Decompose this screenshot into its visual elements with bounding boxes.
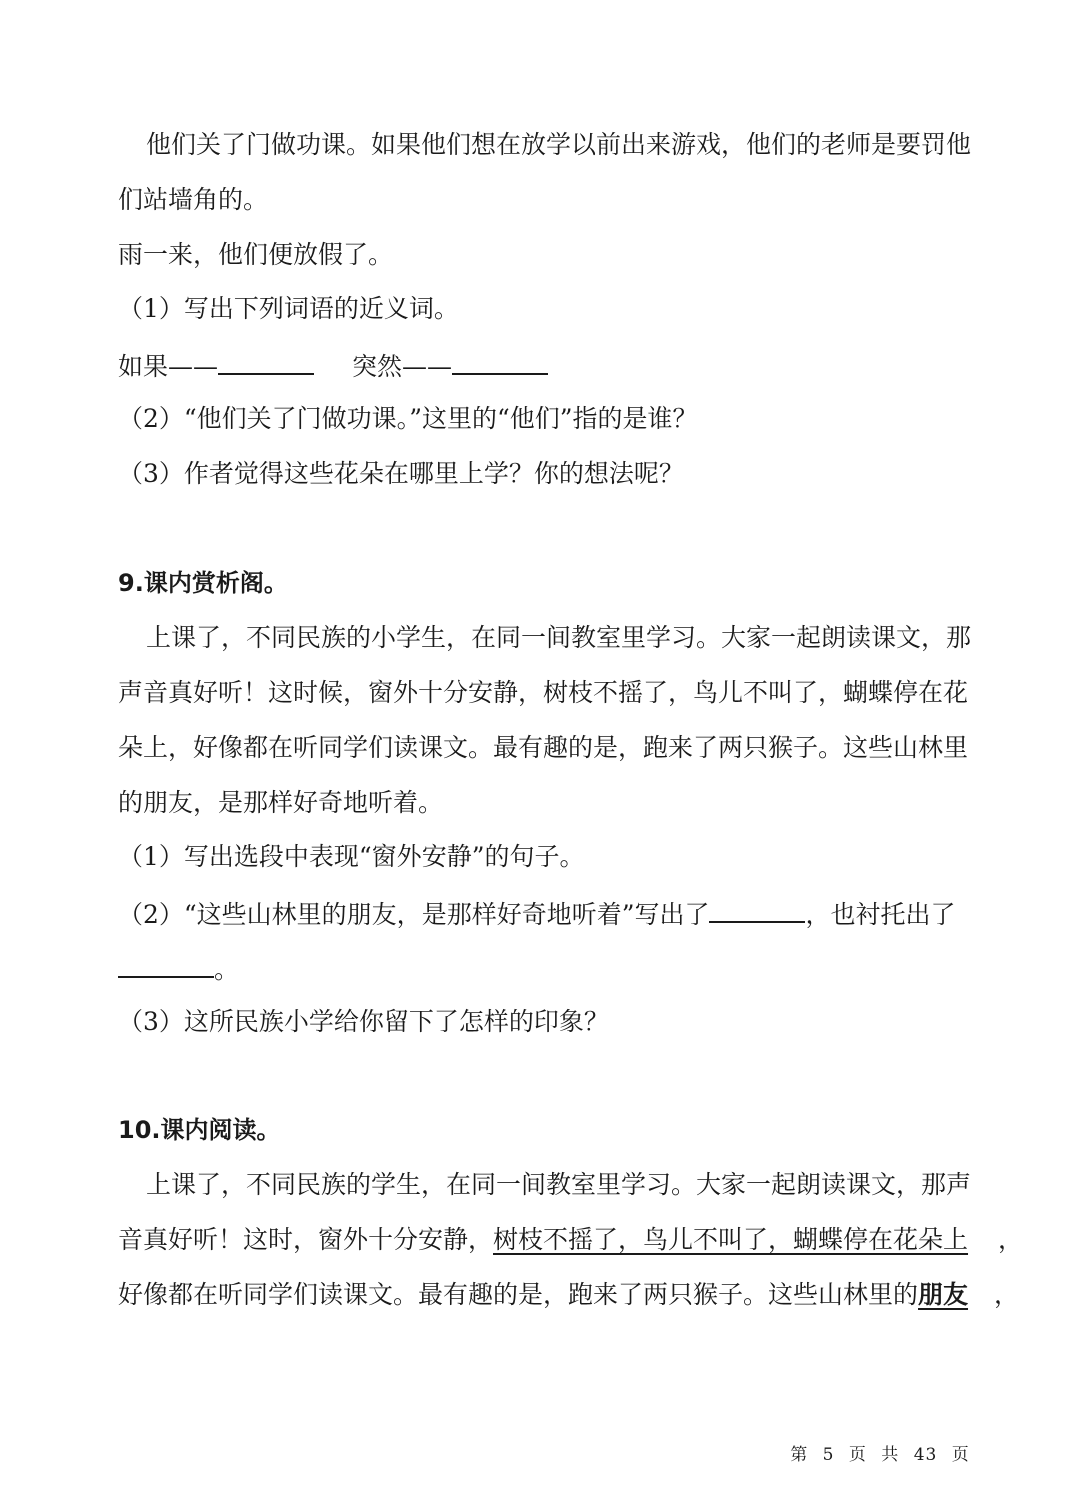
underlined-word: 朋友: [918, 1280, 969, 1309]
question-3: （3）作者觉得这些花朵在哪里上学？你的想法呢？: [118, 459, 684, 488]
passage-text: ，: [998, 1225, 1024, 1254]
page-footer: [0, 1440, 1080, 1465]
passage-text: 好像都在听同学们读课文。最有趣的是，跑来了两只猴子。这些山林里的: [118, 1280, 919, 1309]
passage-line: [118, 1278, 1020, 1312]
word-b: 突然——: [352, 352, 453, 381]
question-text: （2）“这些山林里的朋友，是那样好奇地听着”写出了: [118, 900, 710, 929]
passage-line: 朵上，好像都在听同学们读课文。最有趣的是，跑来了两只猴子。这些山林里: [118, 733, 969, 762]
total-pages: 43: [913, 1445, 938, 1465]
passage-line: 声音真好听！这时候，窗外十分安静，树枝不摇了，鸟儿不叫了，蝴蝶停在花: [118, 678, 969, 707]
footer-text: 页: [848, 1445, 867, 1465]
footer-text: 共: [881, 1445, 900, 1465]
answer-blank[interactable]: [118, 950, 214, 978]
question-text: ，也衬托出了: [805, 900, 956, 929]
underlined-sentence: 树枝不摇了，鸟儿不叫了，蝴蝶停在花朵上: [493, 1225, 969, 1254]
question-3: （3）这所民族小学给你留下了怎样的印象？: [118, 1007, 609, 1036]
passage-line: 上课了，不同民族的小学生，在同一间教室里学习。大家一起朗读课文，那: [146, 623, 972, 652]
answer-blank[interactable]: [709, 895, 805, 923]
passage-line: 上课了，不同民族的学生，在同一间教室里学习。大家一起朗读课文，那声: [146, 1170, 972, 1199]
synonym-row: [118, 347, 968, 384]
passage-line: 他们关了门做功课。如果他们想在放学以前出来游戏，他们的老师是要罚他: [146, 130, 972, 159]
section-heading: 9.课内赏析阁。: [118, 569, 288, 597]
passage-text: ，: [994, 1280, 1020, 1309]
question-1: （1）写出下列词语的近义词。: [118, 294, 459, 323]
question-1: （1）写出选段中表现“窗外安静”的句子。: [118, 842, 585, 871]
passage-line: [118, 1223, 1024, 1257]
question-2: （2）“他们关了门做功课。”这里的“他们”指的是谁？: [118, 404, 698, 433]
footer-text: 第: [790, 1445, 809, 1465]
passage-line: 们站墙角的。: [118, 185, 269, 214]
passage-line: 的朋友，是那样好奇地听着。: [118, 788, 444, 817]
passage-line: 雨一来，他们便放假了。: [118, 240, 394, 269]
passage-text: 音真好听！这时，窗外十分安静，: [118, 1225, 494, 1254]
section-heading: 10.课内阅读。: [118, 1116, 281, 1144]
word-a: 如果——: [118, 352, 219, 381]
question-2: [118, 895, 968, 932]
answer-blank[interactable]: [452, 347, 548, 375]
question-2-cont: [118, 950, 968, 987]
footer-text: 页: [951, 1445, 970, 1465]
page-number: 5: [822, 1445, 835, 1465]
answer-blank[interactable]: [218, 347, 314, 375]
question-text: 。: [214, 955, 240, 984]
